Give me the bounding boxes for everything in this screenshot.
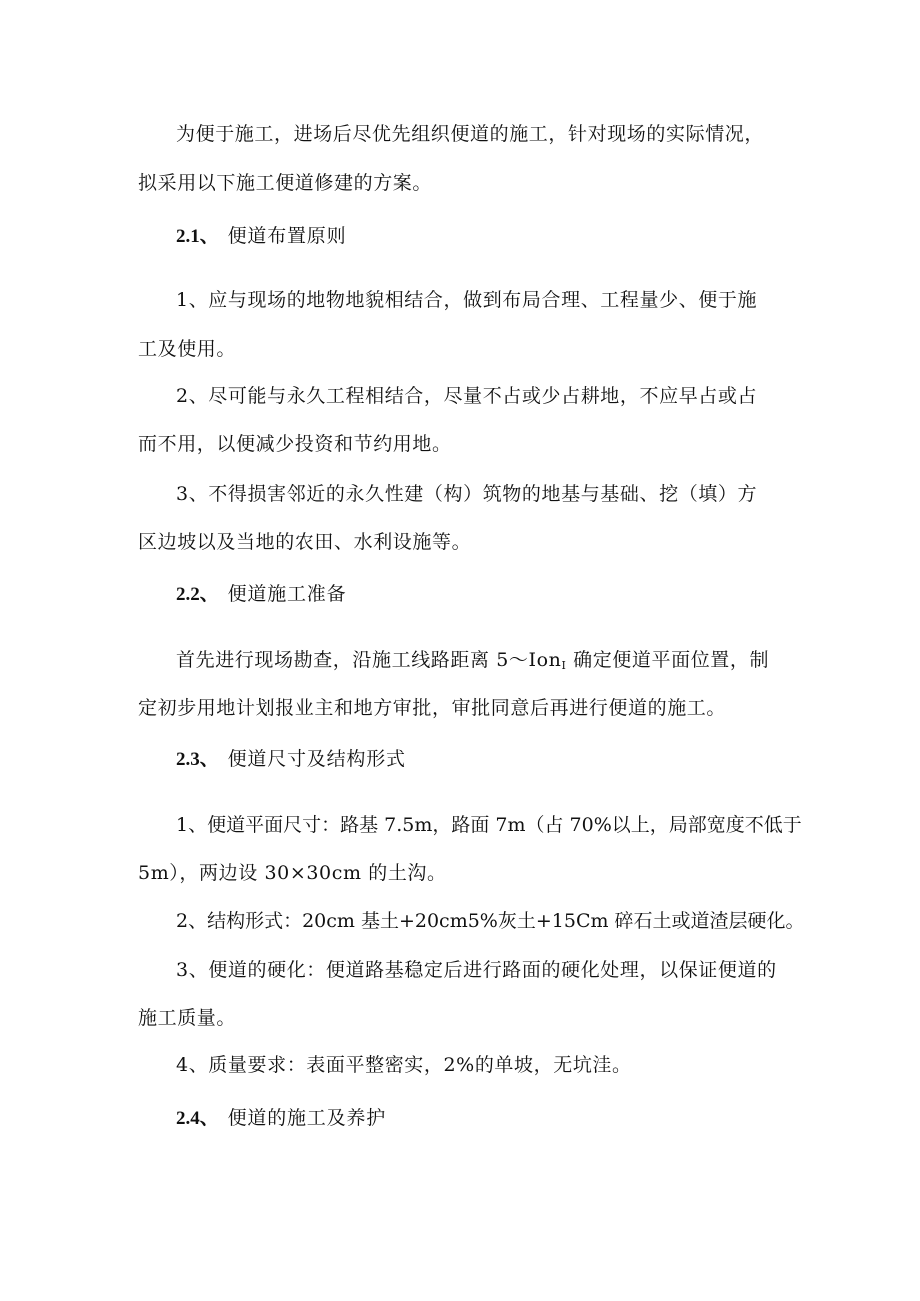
section-title: 便道的施工及养护 [227,1107,387,1129]
section-heading-2-2 [176,582,346,607]
section-title: 便道施工准备 [227,583,347,605]
hardening-line-1: 3、便道的硬化：便道路基稳定后进行路面的硬化处理，以保证便道的 [176,959,777,981]
rule-1-line-1: 1、应与现场的地物地貌相结合，做到布局合理、工程量少、便于施 [176,289,758,311]
prep-text-a: 首先进行现场勘查，沿施工线路距离 5～Ion [176,649,562,671]
section-number: 2.3、 [176,749,219,770]
intro-line-1: 为便于施工，进场后尽优先组织便道的施工，针对现场的实际情况， [176,123,765,145]
quality-line-1: 4、质量要求：表面平整密实，2%的单坡，无坑洼。 [176,1054,632,1076]
size-line-1: 1、便道平面尺寸：路基 7.5m，路面 7m（占 70%以上，局部宽度不低于 [176,814,802,836]
rule-1-line-2: 工及使用。 [138,338,237,360]
section-heading-2-3 [176,747,406,772]
prep-line-1 [176,648,769,678]
structure-line-1: 2、结构形式：20cm 基土+20cm5%灰土+15Cm 碎石土或道渣层硬化。 [176,910,805,932]
prep-text-b: 确定便道平面位置，制 [566,649,770,671]
section-title: 便道尺寸及结构形式 [227,748,406,770]
prep-subscript: I [561,659,567,672]
section-number: 2.1、 [176,226,219,247]
section-title: 便道布置原则 [227,225,347,247]
section-heading-2-4 [176,1106,386,1131]
intro-line-2: 拟采用以下施工便道修建的方案。 [138,172,433,194]
section-number: 2.4、 [176,1108,219,1129]
rule-3-line-2: 区边坡以及当地的农田、水利设施等。 [138,531,472,553]
section-heading-2-1 [176,224,346,249]
hardening-line-2: 施工质量。 [138,1007,237,1029]
rule-3-line-1: 3、不得损害邻近的永久性建（构）筑物的地基与基础、挖（填）方 [176,483,758,505]
rule-2-line-1: 2、尽可能与永久工程相结合，尽量不占或少占耕地，不应早占或占 [176,385,758,407]
rule-2-line-2: 而不用，以便减少投资和节约用地。 [138,433,452,455]
section-number: 2.2、 [176,584,219,605]
prep-line-2: 定初步用地计划报业主和地方审批，审批同意后再进行便道的施工。 [138,697,727,719]
size-line-2: 5m），两边设 30×30cm 的土沟。 [138,862,447,884]
